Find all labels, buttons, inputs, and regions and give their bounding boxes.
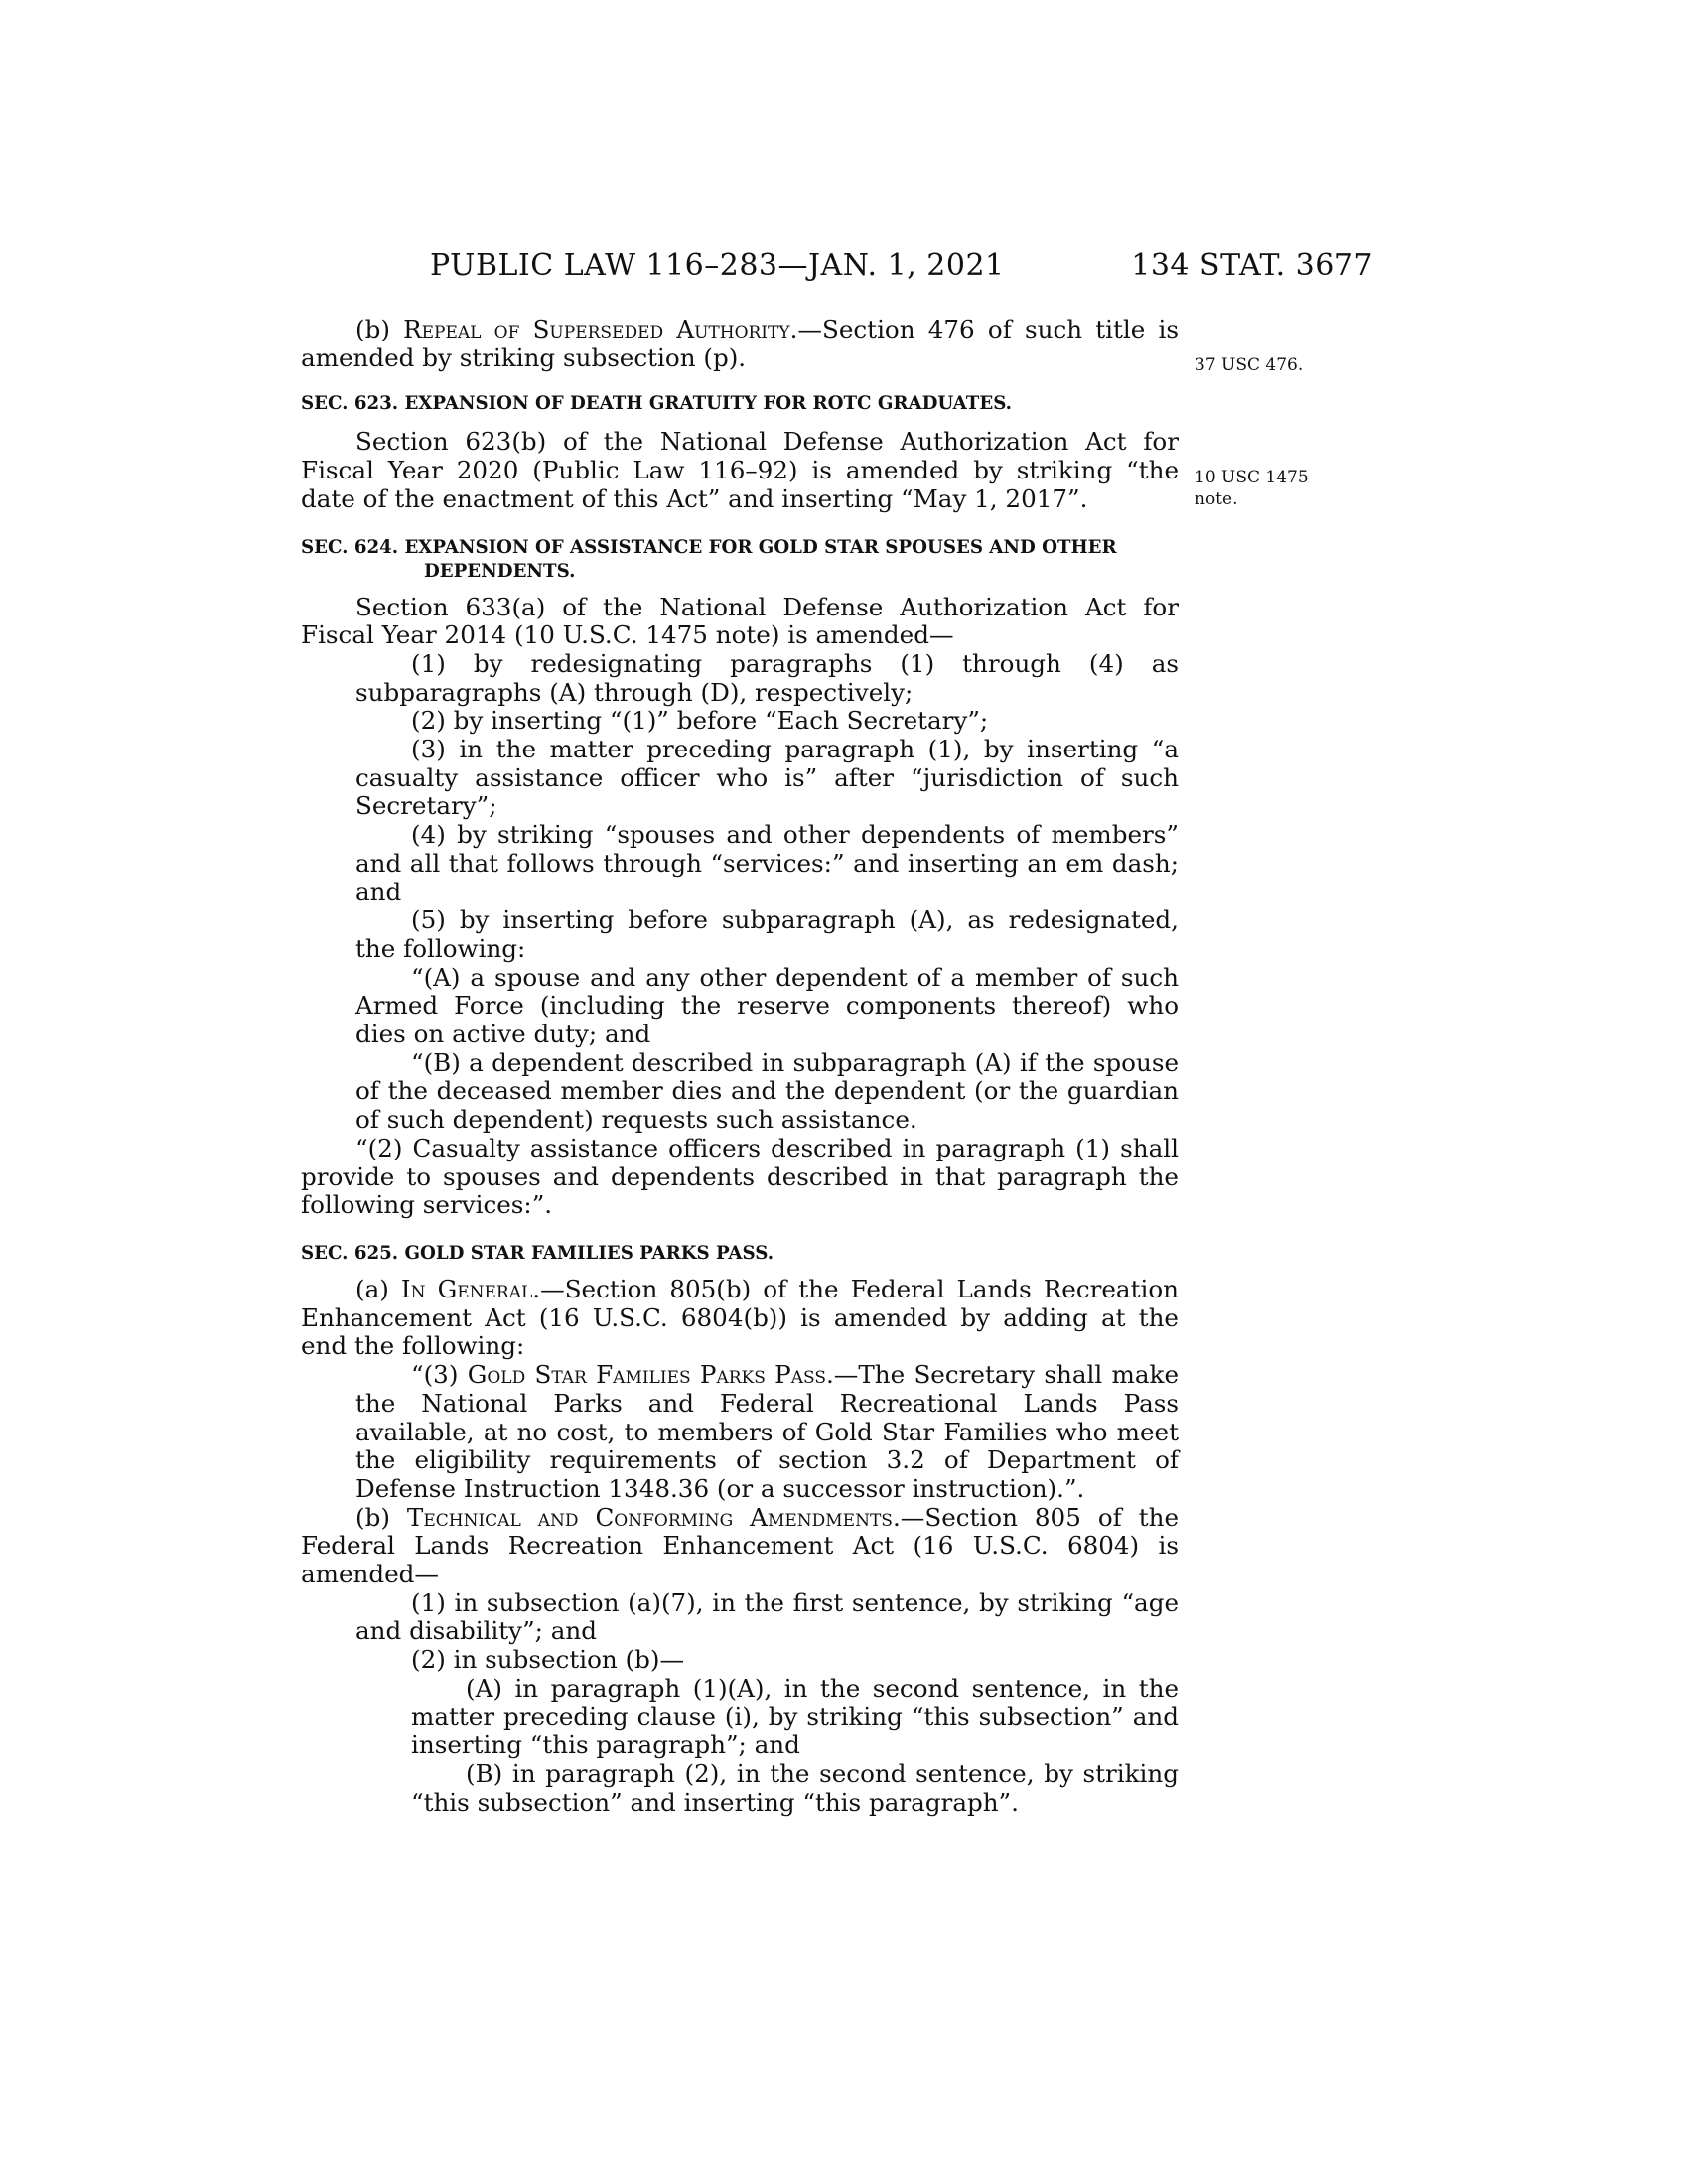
section-625-a: (a) In General.—Section 805(b) of the Federal Lands Recreation Enhancement Act (16 U.S.C. 6804(b)) is amended by adding at the end the following:: [301, 1274, 1179, 1361]
section-624-intro: Section 633(a) of the National Defense Authorization Act for Fiscal Year 2014 (10 U.S.C. 1475 note) is amended—: [301, 592, 1179, 650]
document-body: [301, 316, 1179, 1817]
repeal-paragraph: (b) Repeal of Superseded Authority.—Section 476 of such title is amended by striking subsection (p).: [301, 315, 1179, 372]
margin-note-note: note.: [1195, 489, 1238, 509]
section-625-quoted-3-heading: Gold Star Families Parks Pass: [467, 1360, 826, 1390]
section-624-item-1: (1) by redesignating paragraphs (1) through (4) as subparagraphs (A) through (D), respectively;: [355, 648, 1179, 707]
section-625-b: (b) Technical and Conforming Amendments.—Section 805 of the Federal Lands Recreation Enhancement Act (16 U.S.C. 6804) is amended—: [301, 1502, 1179, 1589]
section-623-heading: SEC. 623. EXPANSION OF DEATH GRATUITY FOR ROTC GRADUATES.: [301, 393, 1013, 415]
section-624-quoted-a: “(A) a spouse and any other dependent of a member of such Armed Force (including the reserve components thereof) who dies on active duty; and: [355, 962, 1179, 1049]
section-624-item-3: (3) in the matter preceding paragraph (1), by inserting “a casualty assistance officer who is” after “jurisdiction of such Secretary”;: [355, 735, 1179, 821]
section-625-item-2: (2) in subsection (b)—: [411, 1645, 685, 1675]
section-625-quoted-3: “(3) Gold Star Families Parks Pass.—The Secretary shall make the National Parks and Federal Recreational Lands Pass available, at no cost, to members of Gold Star Families who meet the eligibility requirements of section 3.2 of Department of Defense Instruction 1348.36 (or a successor instruction).”.: [355, 1360, 1179, 1503]
running-head-title: PUBLIC LAW 116–283—JAN. 1, 2021: [430, 248, 1005, 283]
section-625-heading: SEC. 625. GOLD STAR FAMILIES PARKS PASS.: [301, 1242, 774, 1264]
section-624-quoted-2: “(2) Casualty assistance officers described in paragraph (1) shall provide to spouses and dependents described in that paragraph the following services:”.: [301, 1133, 1179, 1220]
section-624-item-4: (4) by striking “spouses and other dependents of members” and all that follows through “services:” and inserting an em dash; and: [355, 820, 1179, 906]
section-625-b-heading: Technical and Conforming Amendments: [406, 1502, 893, 1532]
section-625-item-2b: (B) in paragraph (2), in the second sentence, by striking “this subsection” and inserting “this paragraph”.: [411, 1758, 1179, 1817]
section-625-item-1: (1) in subsection (a)(7), in the first sentence, by striking “age and disability”; and: [355, 1587, 1179, 1646]
section-625-item-2a: (A) in paragraph (1)(A), in the second sentence, in the matter preceding clause (i), by striking “this subsection” and inserting “this paragraph”; and: [411, 1673, 1179, 1760]
margin-note-10-usc-1475: 10 USC 1475: [1195, 468, 1309, 487]
section-624-heading: SEC. 624. EXPANSION OF ASSISTANCE FOR GOLD STAR SPOUSES AND OTHER DEPENDENTS.: [301, 536, 1117, 582]
section-623-text: Section 623(b) of the National Defense Authorization Act for Fiscal Year 2020 (Public Law 116–92) is amended by striking “the date of the enactment of this Act” and inserting “May 1, 2017”.: [301, 427, 1179, 513]
margin-note-37-usc-476: 37 USC 476.: [1195, 355, 1304, 375]
section-624-item-2: (2) by inserting “(1)” before “Each Secretary”;: [411, 706, 989, 736]
repeal-heading: Repeal of Superseded Authority: [403, 315, 790, 343]
statute-page-number: 134 STAT. 3677: [1131, 248, 1373, 283]
section-624-item-5: (5) by inserting before subparagraph (A), as redesignated, the following:: [355, 905, 1179, 963]
section-625-a-heading: In General: [400, 1274, 533, 1303]
section-624-quoted-b: “(B) a dependent described in subparagraph (A) if the spouse of the deceased member dies and the dependent (or the guardian of such dependent) requests such assistance.: [355, 1047, 1179, 1135]
margin-notes: [1195, 0, 1343, 2184]
